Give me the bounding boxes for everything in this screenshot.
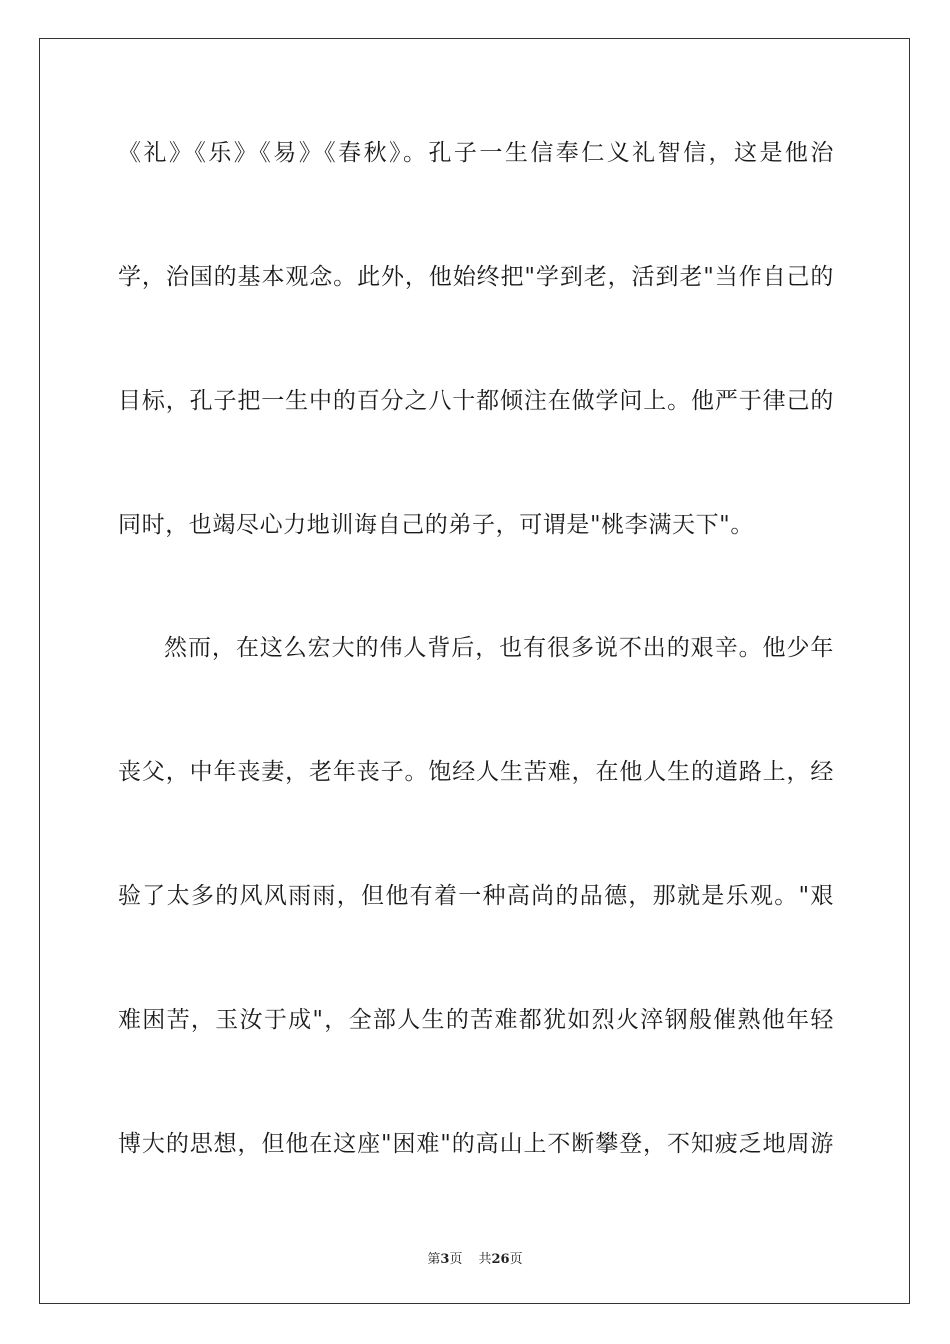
footer-prefix: 第 bbox=[427, 1252, 441, 1267]
body-line-9: 博大的思想，但他在这座"困难"的高山上不断攀登，不知疲乏地周游 bbox=[118, 1131, 834, 1157]
body-line-2: 学，治国的基本观念。此外，他始终把"学到老，活到老"当作自己的 bbox=[118, 264, 834, 290]
body-line-4: 同时，也竭尽心力地训诲自己的弟子，可谓是"桃李满天下"。 bbox=[118, 512, 754, 538]
body-line-6: 丧父，中年丧妻，老年丧子。饱经人生苦难，在他人生的道路上，经 bbox=[118, 759, 834, 785]
footer-page-number: 3 bbox=[440, 1252, 450, 1267]
body-line-7: 验了太多的风风雨雨，但他有着一种高尚的品德，那就是乐观。"艰 bbox=[118, 883, 834, 909]
body-line-1: 《礼》《乐》《易》《春秋》。孔子一生信奉仁义礼智信，这是他治 bbox=[118, 140, 834, 166]
footer-total-suffix: 页 bbox=[509, 1252, 523, 1267]
page-footer bbox=[0, 1248, 950, 1267]
footer-total-pages: 26 bbox=[491, 1252, 510, 1267]
body-line-8: 难困苦，玉汝于成"，全部人生的苦难都犹如烈火淬钢般催熟他年轻 bbox=[118, 1007, 834, 1033]
footer-total-prefix: 共 bbox=[478, 1252, 492, 1267]
footer-page-suffix: 页 bbox=[449, 1252, 463, 1267]
body-line-5: 然而，在这么宏大的伟人背后，也有很多说不出的艰辛。他少年 bbox=[164, 635, 834, 661]
page-border bbox=[39, 38, 910, 1304]
body-line-3: 目标，孔子把一生中的百分之八十都倾注在做学问上。他严于律己的 bbox=[118, 388, 834, 414]
